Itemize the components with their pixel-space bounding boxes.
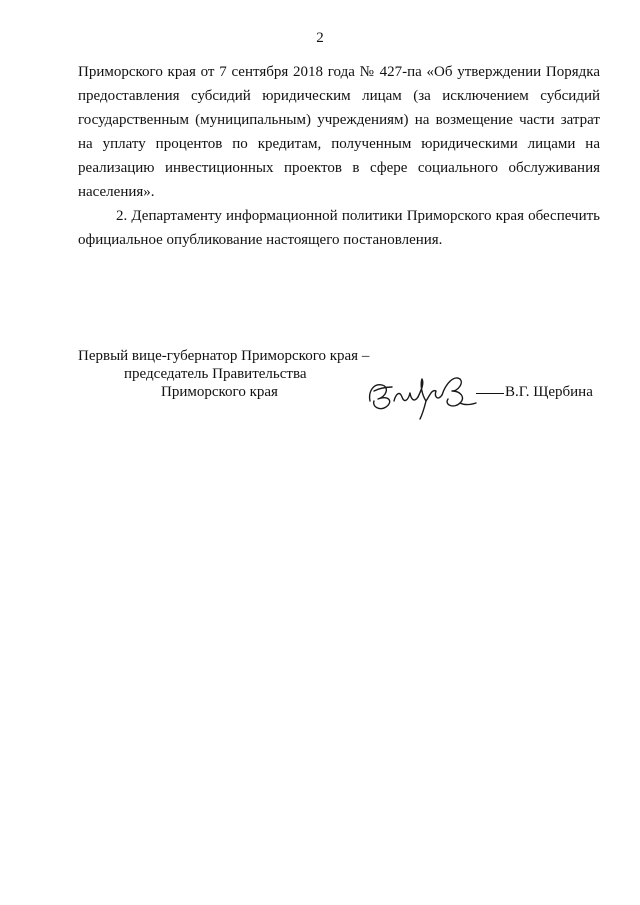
signatory-title-line-3: Приморского края bbox=[161, 384, 278, 400]
signatory-name: В.Г. Щербина bbox=[505, 384, 593, 400]
page-number: 2 bbox=[316, 30, 324, 46]
signatory-title-line-2: председатель Правительства bbox=[124, 366, 307, 382]
signature-block bbox=[78, 347, 600, 427]
document-body bbox=[78, 60, 600, 252]
paragraph-continuation: Приморского края от 7 сентября 2018 года № 427-па «Об утверждении Порядка предоставления субсидий юридическим лицам (за исключением субсидий государственным (муниципальным) учреждениям) на возмещение части затрат на уплату процентов по кредитам, полученным юридическими лицами на реализацию инвестиционных проектов в сфере социального обслуживания населения». bbox=[78, 64, 600, 200]
signatory-name-row bbox=[476, 383, 593, 401]
signatory-title-line-1: Первый вице-губернатор Приморского края – bbox=[78, 348, 370, 364]
handwritten-signature-icon bbox=[364, 361, 484, 423]
paragraph-item-2: 2. Департаменту информационной политики Приморского края обеспечить официальное опубликование настоящего постановления. bbox=[78, 208, 600, 248]
signature-underline bbox=[476, 393, 504, 394]
